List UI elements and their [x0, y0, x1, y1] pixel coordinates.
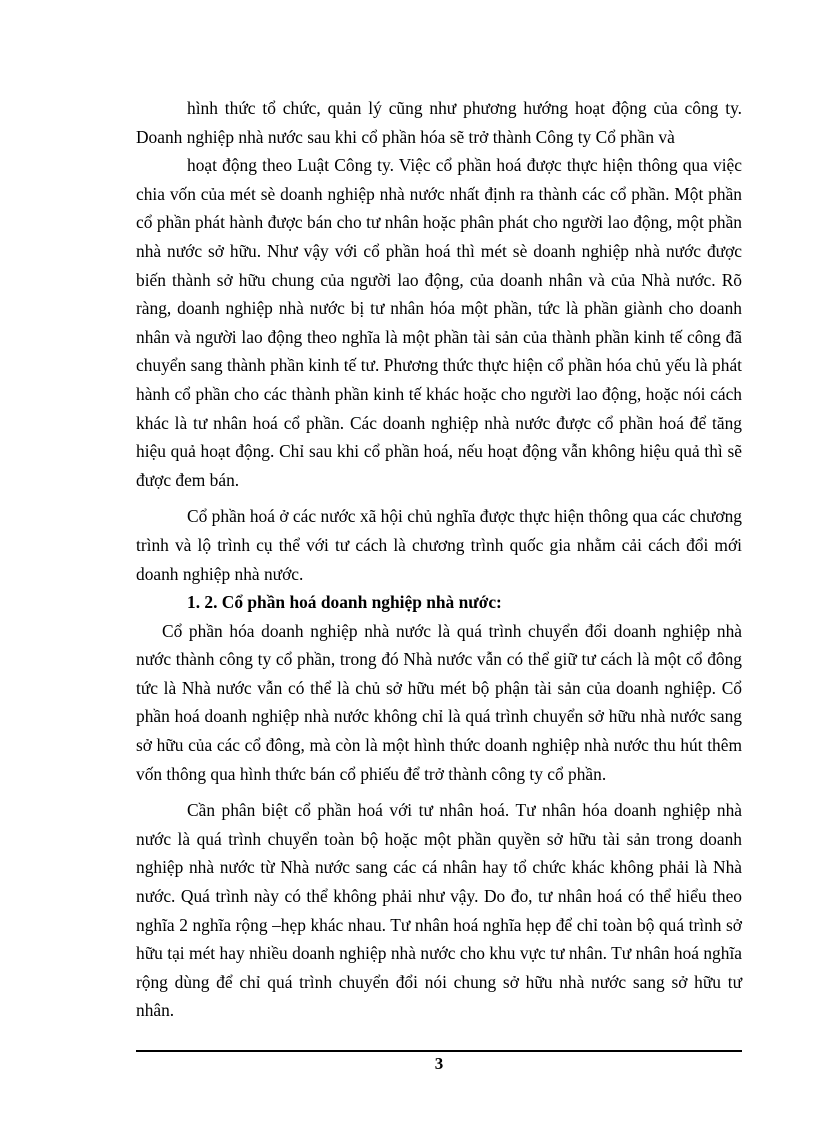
- paragraph-3: Cổ phần hoá ở các nước xã hội chủ nghĩa được thực hiện thông qua các chương trình và lộ trình cụ thể với tư cách là chương trình quốc gia nhằm cải cách đổi mới doanh nghiệp nhà nước.: [136, 506, 742, 584]
- paragraph-4: Cổ phần hóa doanh nghiệp nhà nước là quá trình chuyển đổi doanh nghiệp nhà nước thành công ty cổ phần, trong đó Nhà nước vẫn có thể giữ tư cách là một cổ đông tức là Nhà nước vẫn có thể là chủ sở hữu mét bộ phận tài sản của doanh nghiệp. Cổ phần hoá doanh nghiệp nhà nước không chỉ là quá trình chuyển sở hữu nhà nước sang sở hữu của các cổ đông, mà còn là một hình thức doanh nghiệp nhà nước thu hút thêm vốn thông qua hình thức bán cổ phiếu để trở thành công ty cổ phần.: [136, 620, 742, 784]
- document-body: [136, 94, 742, 1033]
- page-number: 3: [434, 1054, 444, 1073]
- section-heading: 1. 2. Cổ phần hoá doanh nghiệp nhà nước:: [187, 592, 502, 613]
- paragraph-2: hoạt động theo Luật Công ty. Việc cổ phần hoá được thực hiện thông qua việc chia vốn của mét sè doanh nghiệp nhà nước nhất định ra thành các cổ phần. Một phần cổ phần phát hành được bán cho tư nhân hoặc phân phát cho người lao động, một phần nhà nước sở hữu. Như vậy với cổ phần hoá thì mét sè doanh nghiệp nhà nước được biến thành sở hữu chung của người lao động, của doanh nhân và của Nhà nước. Rõ ràng, doanh nghiệp nhà nước bị tư nhân hóa một phần, tức là phần giành cho doanh nhân và người lao động theo nghĩa là một phần tài sản của thành phần kinh tế công đã chuyển sang thành phần kinh tế tư. Phương thức thực hiện cổ phần hóa chủ yếu là phát hành cổ phần cho các thành phần kinh tế khác hoặc cho người lao động, hoặc nói cách khác là tư nhân hoá cổ phần. Các doanh nghiệp nhà nước được cổ phần hoá để tăng hiệu quả hoạt động. Chỉ sau khi cổ phần hoá, nếu hoạt động vẫn không hiệu quả thì sẽ được đem bán.: [136, 155, 742, 490]
- paragraph-1: hình thức tổ chức, quản lý cũng như phương hướng hoạt động của công ty. Doanh nghiệp nhà nước sau khi cổ phần hóa sẽ trở thành Công ty Cổ phần và: [136, 98, 742, 147]
- paragraph-5: Cần phân biệt cổ phần hoá với tư nhân hoá. Tư nhân hóa doanh nghiệp nhà nước là quá trình chuyển toàn bộ hoặc một phần quyền sở hữu tài sản trong doanh nghiệp nhà nước từ Nhà nước sang các cá nhân hay tổ chức khác không phải là Nhà nước. Quá trình này có thể không phải như vậy. Do đo, tư nhân hoá có thể hiểu theo nghĩa 2 nghĩa rộng –hẹp khác nhau. Tư nhân hoá nghĩa hẹp để chỉ toàn bộ quá trình sở hữu tại mét hay nhiều doanh nghiệp nhà nước cho khu vực tư nhân. Tư nhân hoá nghĩa rộng dùng để chỉ quá trình chuyển đổi nói chung sở hữu nhà nước sang sở hữu tư nhân.: [136, 800, 742, 1021]
